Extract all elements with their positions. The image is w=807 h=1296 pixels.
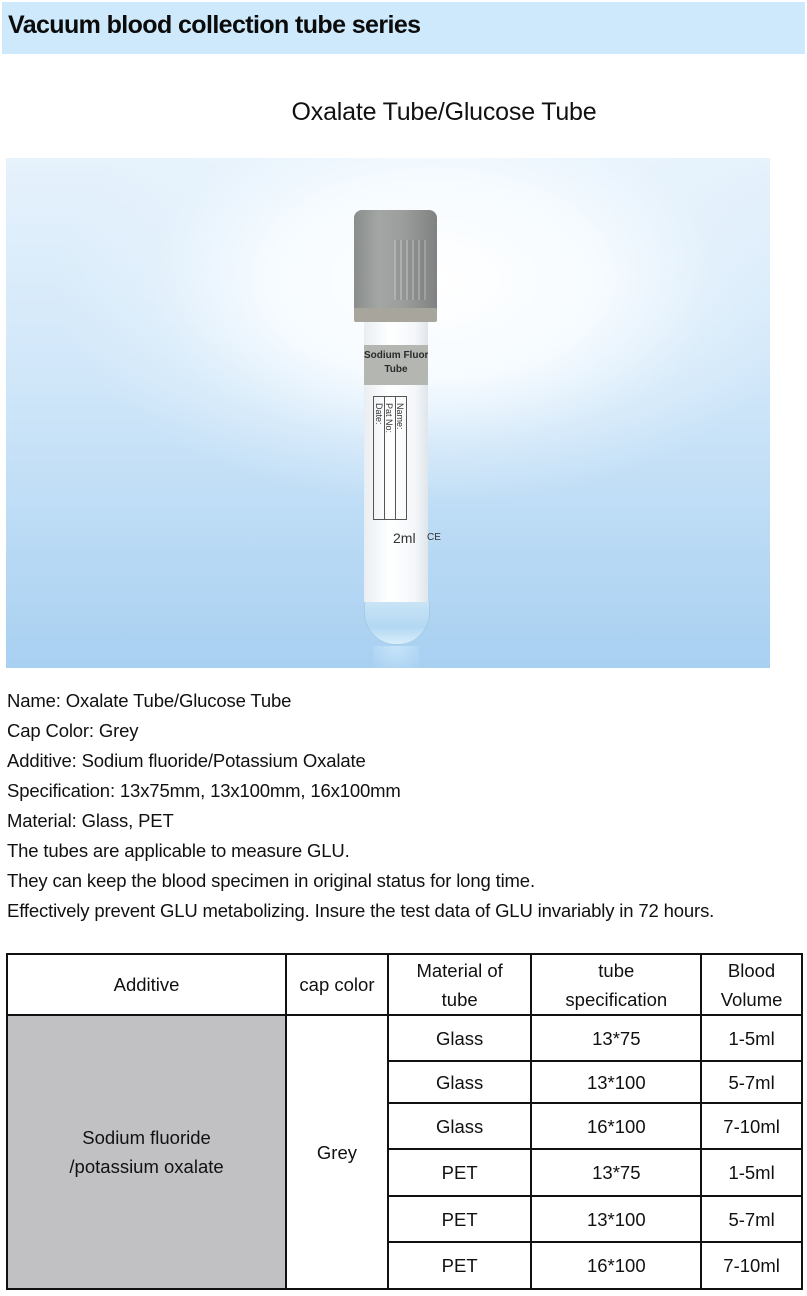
- product-info: [7, 686, 714, 926]
- spec-cell: 16*100: [531, 1242, 701, 1289]
- tube-glass-bottom: [364, 602, 430, 645]
- material-cell: Glass: [388, 1015, 532, 1061]
- additive-line1: Sodium fluoride: [82, 1127, 211, 1148]
- volume-cell: 5-7ml: [701, 1061, 802, 1103]
- tube-cap-rim: [354, 308, 437, 322]
- material-cell: Glass: [388, 1061, 532, 1103]
- spec-cell: 13*75: [531, 1015, 701, 1061]
- header-bar: [2, 2, 805, 54]
- spec-cell: 13*100: [531, 1196, 701, 1242]
- info-material: Material: Glass, PET: [7, 810, 174, 831]
- info-usage: The tubes are applicable to measure GLU.: [7, 840, 350, 861]
- tube-label-band: [364, 345, 428, 385]
- volume-cell: 7-10ml: [701, 1242, 802, 1289]
- product-title: Oxalate Tube/Glucose Tube: [291, 98, 597, 126]
- header-volume-line2: Volume: [720, 988, 783, 1010]
- table-row: [7, 1015, 802, 1061]
- tube-label-grid: [373, 396, 407, 520]
- header-spec-line2: specification: [565, 988, 668, 1010]
- blood-tube-illustration: [351, 158, 451, 668]
- material-cell: PET: [388, 1149, 532, 1196]
- header-specification: [531, 954, 701, 1015]
- spec-cell: 13*100: [531, 1061, 701, 1103]
- table-header-row: [7, 954, 802, 1015]
- header-additive: Additive: [7, 954, 286, 1015]
- material-cell: PET: [388, 1242, 532, 1289]
- ce-mark-icon: CE: [427, 532, 441, 543]
- header-material-line1: Material of: [416, 959, 503, 981]
- product-photo: [6, 158, 770, 668]
- info-effect: Effectively prevent GLU metabolizing. Insure the test data of GLU invariably in 72 hours.: [7, 900, 715, 921]
- spec-cell: 16*100: [531, 1103, 701, 1149]
- page-title: Vacuum blood collection tube series: [8, 11, 421, 39]
- tube-reflection: [373, 646, 419, 668]
- material-cell: PET: [388, 1196, 532, 1242]
- spec-table: [6, 953, 803, 1290]
- label-field-date: Date:: [374, 403, 384, 425]
- header-volume-line1: Blood: [727, 959, 776, 981]
- info-specification: Specification: 13x75mm, 13x100mm, 16x100mm: [7, 780, 401, 801]
- tube-volume: 2ml: [393, 530, 416, 546]
- tube-cap: [354, 210, 437, 318]
- additive-line2: /potassium oxalate: [69, 1156, 224, 1177]
- volume-cell: 5-7ml: [701, 1196, 802, 1242]
- info-additive: Additive: Sodium fluoride/Potassium Oxalate: [7, 750, 366, 771]
- header-material-line2: tube: [441, 988, 478, 1010]
- cap-color-cell: Grey: [286, 1015, 388, 1289]
- spec-cell: 13*75: [531, 1149, 701, 1196]
- label-band-line1: Sodium Fluor: [364, 350, 428, 361]
- volume-cell: 1-5ml: [701, 1149, 802, 1196]
- info-storage: They can keep the blood specimen in original status for long time.: [7, 870, 535, 891]
- info-name: Name: Oxalate Tube/Glucose Tube: [7, 690, 292, 711]
- header-blood-volume: [701, 954, 802, 1015]
- additive-cell: [7, 1015, 286, 1289]
- material-cell: Glass: [388, 1103, 532, 1149]
- label-band-line2: Tube: [384, 364, 408, 375]
- label-field-pat-no: Pat No:: [384, 403, 394, 434]
- volume-cell: 1-5ml: [701, 1015, 802, 1061]
- info-cap-color: Cap Color: Grey: [7, 720, 139, 741]
- header-material: [388, 954, 532, 1015]
- label-field-name: Name:: [395, 403, 405, 430]
- volume-cell: 7-10ml: [701, 1103, 802, 1149]
- header-spec-line1: tube: [598, 959, 635, 981]
- header-cap-color: cap color: [286, 954, 388, 1015]
